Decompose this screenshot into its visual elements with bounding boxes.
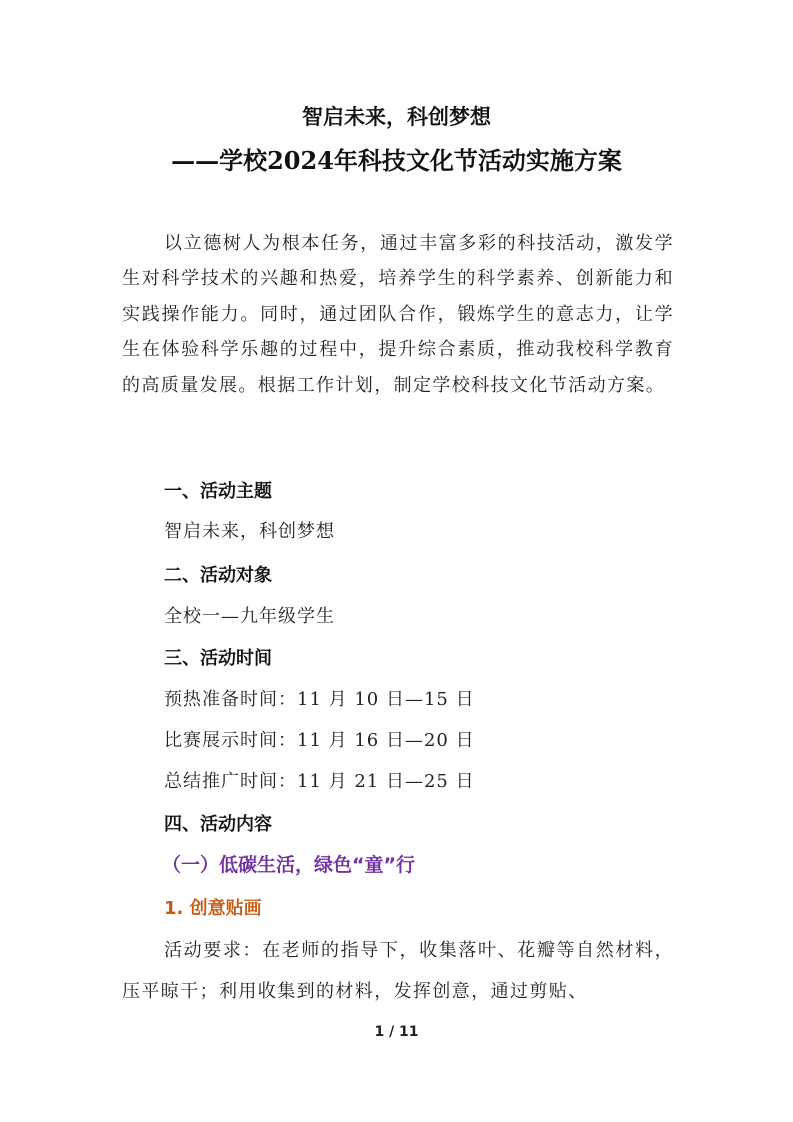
section-heading-content: 四、活动内容 <box>164 814 272 835</box>
time-line-competition: 比赛展示时间：11 月 16 日—20 日 <box>164 730 475 751</box>
section-heading-time: 三、活动时间 <box>164 648 272 669</box>
subsection-heading-lowcarbon: （一）低碳生活，绿色“童”行 <box>162 854 415 876</box>
activity-requirement-paragraph: 活动要求：在老师的指导下，收集落叶、花瓣等自然材料，压平晾干；利用收集到的材料，发挥创意，通过剪贴、 <box>122 940 674 1002</box>
time-line-summary: 总结推广时间：11 月 21 日—25 日 <box>164 771 475 792</box>
time-line-warmup: 预热准备时间：11 月 10 日—15 日 <box>164 689 475 710</box>
page-number: 1 / 11 <box>374 1024 419 1040</box>
section-line-audience: 全校一—九年级学生 <box>164 606 335 627</box>
section-line-theme: 智启未来，科创梦想 <box>164 521 335 542</box>
item-heading-creative-collage: 1. 创意贴画 <box>164 898 262 919</box>
document-subtitle: ——学校2024年科技文化节活动实施方案 <box>171 146 622 175</box>
intro-paragraph: 以立德树人为根本任务，通过丰富多彩的科技活动，激发学生对科学技术的兴趣和热爱，培养学生的科学素养、创新能力和实践操作能力。同时，通过团队合作，锻炼学生的意志力，让学生在体验科学乐趣的过程中，提升综合素质，推动我校科学教育的高质量发展。根据工作计划，制定学校科技文化节活动方案。 <box>122 233 674 396</box>
document-title: 智启未来，科创梦想 <box>302 105 491 129</box>
section-heading-theme: 一、活动主题 <box>164 481 272 502</box>
section-heading-audience: 二、活动对象 <box>164 565 272 586</box>
